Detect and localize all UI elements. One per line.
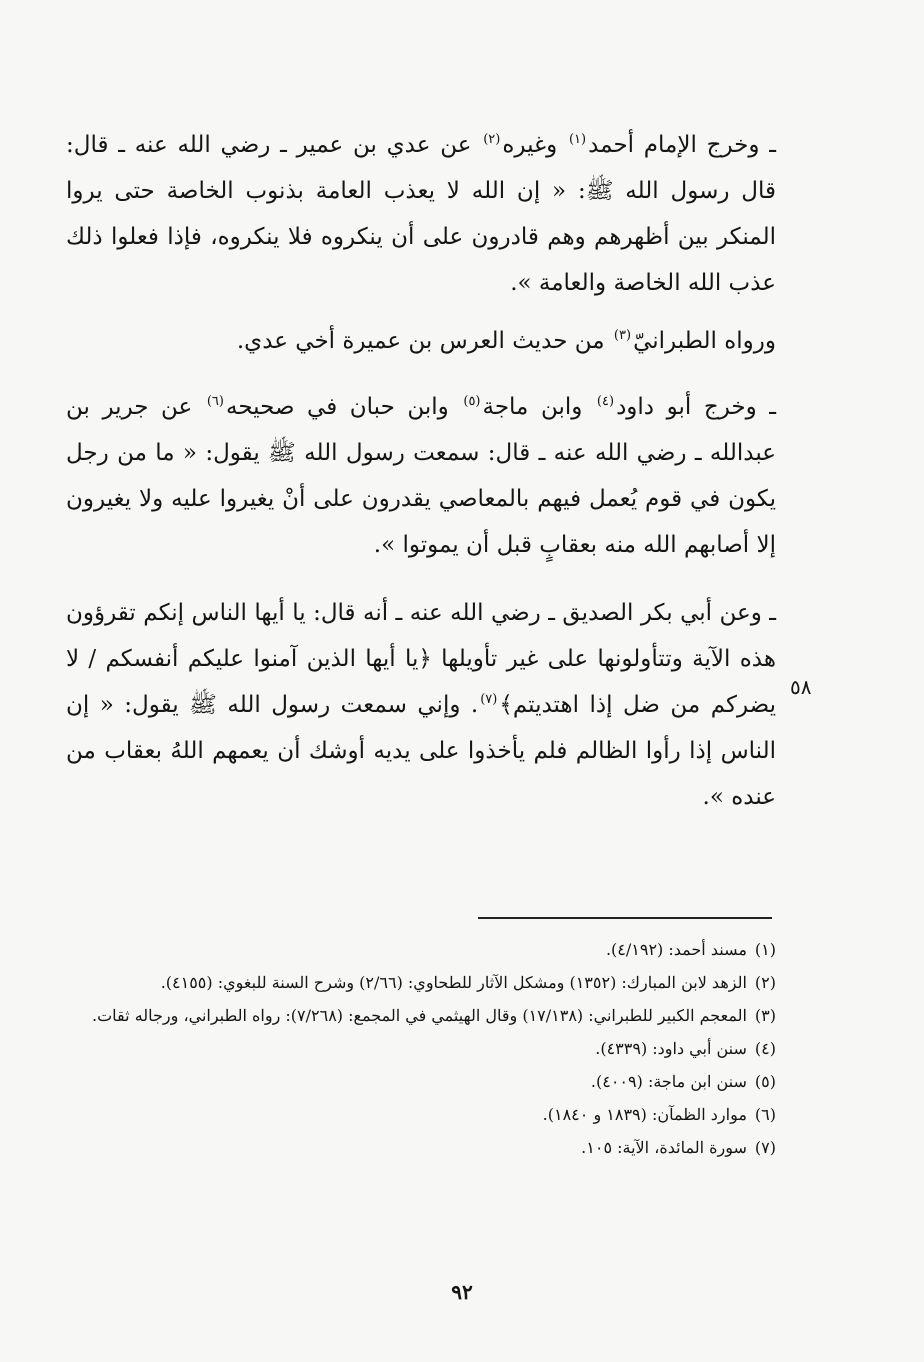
footnote-text: سنن أبي داود: (٤٣٣٩). xyxy=(595,1039,747,1058)
paragraph-1-text-a: ـ وخرج الإمام أحمد xyxy=(588,132,776,158)
footnote-4 xyxy=(66,1032,776,1065)
paragraph-4-text-a: ـ وعن أبي بكر الصديق ـ رضي الله عنه ـ أنه قال: يا أيها الناس إنكم تقرؤون هذه الآية وتتأولونها على غير تأويلها ﴿يا أيها الذين آمنوا عليكم أنفسكم / لا يضركم من ضل إذا اهتديتم﴾ xyxy=(66,600,776,718)
footnote-separator xyxy=(478,917,772,919)
page-number: ٩٢ xyxy=(451,1280,473,1304)
footnote-number: (٥) xyxy=(754,1072,776,1091)
footnote-ref-7[interactable]: (٧) xyxy=(480,692,498,708)
footnote-text: سورة المائدة، الآية: ١٠٥. xyxy=(581,1138,747,1157)
footnote-text: المعجم الكبير للطبراني: (١٧/١٣٨) وقال الهيثمي في المجمع: (٧/٢٦٨): رواه الطبراني، ورجاله ثقات. xyxy=(92,1006,747,1025)
footnote-number: (١) xyxy=(754,940,776,959)
paragraph-3-text-d: عن جرير بن عبدالله ـ رضي الله عنه ـ قال: سمعت رسول الله ﷺ يقول: « ما من رجل يكون في قوم يُعمل فيهم بالمعاصي يقدرون على أنْ يغيروا عليه ولا يغيرون إلا أصابهم الله منه بعقابٍ قبل أن يموتوا ». xyxy=(66,394,776,558)
footnote-ref-2[interactable]: (٢) xyxy=(483,132,501,148)
paragraph-4 xyxy=(66,590,776,820)
footnote-text: مسند أحمد: (٤/١٩٢). xyxy=(605,940,747,959)
footnote-6 xyxy=(66,1098,776,1131)
footnotes xyxy=(66,933,776,1164)
paragraph-2-text-a: ورواه الطبرانيّ xyxy=(633,328,776,354)
paragraph-2 xyxy=(66,318,776,364)
footnote-ref-5[interactable]: (٥) xyxy=(463,394,481,410)
footnote-5 xyxy=(66,1065,776,1098)
footnote-ref-3[interactable]: (٣) xyxy=(613,328,632,344)
margin-page-number: ٥٨ xyxy=(790,675,812,699)
paragraph-1 xyxy=(66,122,776,306)
footnote-number: (٢) xyxy=(754,973,776,992)
footnote-text: موارد الظمآن: (١٨٣٩ و ١٨٤٠). xyxy=(542,1105,747,1124)
paragraph-1-text-b: وغيره xyxy=(502,132,567,158)
footnote-7 xyxy=(66,1131,776,1164)
paragraph-4-text-b: . وإني سمعت رسول الله ﷺ يقول: « إن الناس إذا رأوا الظالم فلم يأخذوا على يديه أوشك أن يعمهم اللهُ بعقاب من عنده ». xyxy=(66,692,776,810)
footnote-number: (٦) xyxy=(754,1105,776,1124)
footnote-number: (٧) xyxy=(754,1138,776,1157)
footnote-number: (٣) xyxy=(754,1006,776,1025)
footnote-number: (٤) xyxy=(754,1039,776,1058)
footnote-3 xyxy=(66,999,776,1032)
footnote-text: سنن ابن ماجة: (٤٠٠٩). xyxy=(590,1072,747,1091)
paragraph-3-text-b: وابن ماجة xyxy=(482,394,595,420)
footnote-ref-1[interactable]: (١) xyxy=(568,132,587,148)
footnote-text: الزهد لابن المبارك: (١٣٥٢) ومشكل الآثار للطحاوي: (٢/٦٦) وشرح السنة للبغوي: (٤١٥٥). xyxy=(160,973,747,992)
paragraph-3 xyxy=(66,384,776,568)
footnote-ref-4[interactable]: (٤) xyxy=(596,394,615,410)
footnote-ref-6[interactable]: (٦) xyxy=(206,394,224,410)
footnote-1 xyxy=(66,933,776,966)
paragraph-3-text-c: وابن حبان في صحيحه xyxy=(225,394,462,420)
paragraph-3-text-a: ـ وخرج أبو داود xyxy=(616,394,777,420)
footnote-2 xyxy=(66,966,776,999)
paragraph-2-text-b: من حديث العرس بن عميرة أخي عدي. xyxy=(236,328,612,354)
paragraph-1-text-c: عن عدي بن عمير ـ رضي الله عنه ـ قال: قال رسول الله ﷺ: « إن الله لا يعذب العامة بذنوب الخاصة حتى يروا المنكر بين أظهرهم وهم قادرون على أن ينكروه فلا ينكروه، فإذا فعلوا ذلك عذب الله الخاصة والعامة ». xyxy=(66,132,776,296)
